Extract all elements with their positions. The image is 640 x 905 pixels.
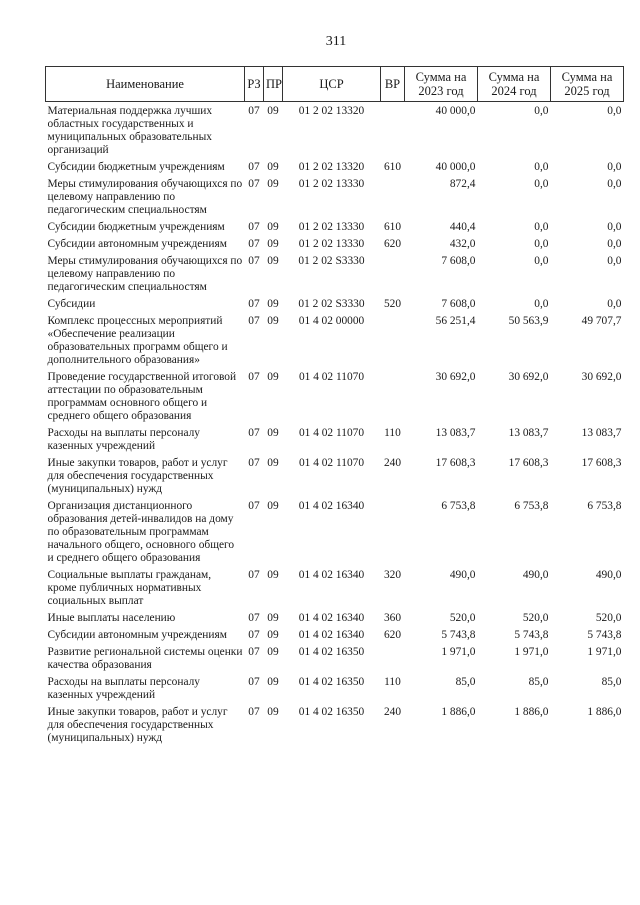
table-row (46, 457, 624, 500)
row-pr: 09 (267, 706, 279, 718)
row-sum-2024: 1 971,0 (514, 646, 549, 658)
table-row (46, 102, 624, 162)
row-sum-2025: 490,0 (595, 569, 622, 581)
row-rz: 07 (248, 255, 260, 267)
table-row (46, 629, 624, 646)
row-sum-2023: 440,4 (449, 221, 476, 233)
table-row (46, 315, 624, 371)
page-number: 311 (325, 34, 347, 49)
row-vr: 610 (383, 221, 402, 233)
row-sum-2024: 1 886,0 (514, 706, 549, 718)
row-pr: 09 (267, 298, 279, 310)
table-row (46, 298, 624, 315)
table-row (46, 238, 624, 255)
row-name: Субсидии бюджетным учреждениям (47, 161, 225, 173)
row-name: Иные закупки товаров, работ и услуг для обеспечения государственных (муниципальных) нужд (47, 706, 228, 744)
row-sum-2024: 0,0 (534, 238, 549, 250)
row-rz: 07 (248, 315, 260, 327)
row-csr: 01 2 02 13320 (298, 161, 365, 173)
row-rz: 07 (248, 500, 260, 512)
table-row (46, 706, 624, 749)
row-name: Расходы на выплаты персоналу казенных учреждений (47, 676, 200, 701)
row-csr: 01 4 02 16350 (298, 676, 365, 688)
header-sum-2025: Сумма на 2025 год (551, 67, 624, 102)
row-sum-2023: 40 000,0 (435, 105, 476, 117)
table-row (46, 427, 624, 457)
row-rz: 07 (248, 629, 260, 641)
row-rz: 07 (248, 646, 260, 658)
row-pr: 09 (267, 569, 279, 581)
row-name: Иные выплаты населению (47, 612, 176, 624)
row-sum-2024: 17 608,3 (508, 457, 549, 469)
table-row (46, 178, 624, 221)
row-vr (381, 500, 405, 569)
row-csr: 01 4 02 00000 (298, 315, 365, 327)
row-sum-2024: 0,0 (534, 178, 549, 190)
row-name: Организация дистанционного образования детей-инвалидов на дому по образовательным программам начального общего, основного общего и среднего общего образования (47, 500, 235, 564)
row-sum-2023: 56 251,4 (435, 315, 476, 327)
row-csr: 01 4 02 16350 (298, 646, 365, 658)
row-csr: 01 4 02 11070 (298, 457, 365, 469)
row-sum-2024: 50 563,9 (508, 315, 549, 327)
row-rz: 07 (248, 105, 260, 117)
row-csr: 01 4 02 11070 (298, 427, 365, 439)
row-pr: 09 (267, 427, 279, 439)
row-name: Субсидии автономным учреждениям (47, 238, 227, 250)
row-vr: 110 (384, 427, 401, 439)
header-sum-2024: Сумма на 2024 год (478, 67, 551, 102)
row-pr: 09 (267, 612, 279, 624)
row-sum-2023: 5 743,8 (441, 629, 476, 641)
table-row (46, 161, 624, 178)
row-rz: 07 (248, 221, 260, 233)
row-sum-2024: 13 083,7 (508, 427, 549, 439)
row-csr: 01 4 02 16340 (298, 569, 365, 581)
row-pr: 09 (267, 255, 279, 267)
table-row (46, 569, 624, 612)
row-pr: 09 (267, 629, 279, 641)
row-sum-2025: 520,0 (595, 612, 622, 624)
row-vr (381, 371, 405, 427)
row-pr: 09 (267, 178, 279, 190)
row-vr (381, 102, 405, 162)
row-rz: 07 (248, 371, 260, 383)
table-body (46, 102, 624, 750)
row-rz: 07 (248, 238, 260, 250)
row-vr (381, 315, 405, 371)
row-sum-2023: 17 608,3 (435, 457, 476, 469)
table-row (46, 500, 624, 569)
row-pr: 09 (267, 161, 279, 173)
row-sum-2025: 17 608,3 (581, 457, 622, 469)
header-csr: ЦСР (283, 67, 381, 102)
header-sum-2023: Сумма на 2023 год (405, 67, 478, 102)
row-sum-2024: 0,0 (534, 298, 549, 310)
row-rz: 07 (248, 676, 260, 688)
row-pr: 09 (267, 221, 279, 233)
row-sum-2025: 0,0 (607, 178, 622, 190)
row-sum-2023: 13 083,7 (435, 427, 476, 439)
row-sum-2023: 872,4 (449, 178, 476, 190)
row-sum-2025: 30 692,0 (581, 371, 622, 383)
row-name: Субсидии (47, 298, 96, 310)
row-pr: 09 (267, 315, 279, 327)
header-vr: ВР (381, 67, 405, 102)
row-vr: 110 (384, 676, 401, 688)
row-csr: 01 2 02 13330 (298, 221, 365, 233)
row-sum-2023: 432,0 (449, 238, 476, 250)
row-sum-2025: 0,0 (607, 298, 622, 310)
row-sum-2023: 520,0 (449, 612, 476, 624)
row-rz: 07 (248, 457, 260, 469)
row-sum-2023: 6 753,8 (441, 500, 476, 512)
row-sum-2024: 5 743,8 (514, 629, 549, 641)
row-sum-2025: 0,0 (607, 255, 622, 267)
row-sum-2025: 5 743,8 (587, 629, 622, 641)
row-name: Субсидии автономным учреждениям (47, 629, 227, 641)
row-csr: 01 2 02 13330 (298, 238, 365, 250)
row-vr (381, 646, 405, 676)
row-vr: 240 (383, 706, 402, 718)
row-sum-2023: 7 608,0 (441, 298, 476, 310)
header-pr: ПР (264, 67, 283, 102)
row-vr: 620 (383, 629, 402, 641)
row-rz: 07 (248, 569, 260, 581)
row-pr: 09 (267, 646, 279, 658)
row-name: Социальные выплаты гражданам, кроме публичных нормативных социальных выплат (47, 569, 212, 607)
row-name: Расходы на выплаты персоналу казенных учреждений (47, 427, 200, 452)
row-sum-2025: 49 707,7 (581, 315, 622, 327)
row-sum-2023: 490,0 (449, 569, 476, 581)
row-pr: 09 (267, 457, 279, 469)
row-rz: 07 (248, 298, 260, 310)
table-row (46, 646, 624, 676)
row-sum-2024: 0,0 (534, 161, 549, 173)
row-pr: 09 (267, 371, 279, 383)
row-sum-2023: 30 692,0 (435, 371, 476, 383)
row-sum-2025: 1 971,0 (587, 646, 622, 658)
row-vr (381, 255, 405, 298)
row-csr: 01 2 02 S3330 (298, 298, 365, 310)
table-row (46, 255, 624, 298)
row-sum-2023: 7 608,0 (441, 255, 476, 267)
row-vr: 320 (383, 569, 402, 581)
row-name: Развитие региональной системы оценки качества образования (47, 646, 243, 671)
row-csr: 01 2 02 13320 (298, 105, 365, 117)
row-sum-2024: 0,0 (534, 255, 549, 267)
row-sum-2024: 30 692,0 (508, 371, 549, 383)
row-vr: 360 (383, 612, 402, 624)
row-name: Иные закупки товаров, работ и услуг для обеспечения государственных (муниципальных) нужд (47, 457, 228, 495)
row-name: Комплекс процессных мероприятий «Обеспечение реализации образовательных программ общего и дополнительного образования» (47, 315, 228, 366)
row-pr: 09 (267, 676, 279, 688)
row-sum-2024: 0,0 (534, 105, 549, 117)
row-csr: 01 2 02 13330 (298, 178, 365, 190)
table-row (46, 221, 624, 238)
table-row (46, 371, 624, 427)
row-rz: 07 (248, 178, 260, 190)
row-name: Меры стимулирования обучающихся по целевому направлению по педагогическим специальностям (47, 178, 243, 216)
row-rz: 07 (248, 161, 260, 173)
header-rz: РЗ (245, 67, 264, 102)
table-row (46, 676, 624, 706)
row-csr: 01 4 02 16340 (298, 500, 365, 512)
row-sum-2025: 13 083,7 (581, 427, 622, 439)
row-sum-2024: 0,0 (534, 221, 549, 233)
row-vr: 620 (383, 238, 402, 250)
row-sum-2025: 0,0 (607, 238, 622, 250)
row-csr: 01 4 02 16340 (298, 629, 365, 641)
row-name: Субсидии бюджетным учреждениям (47, 221, 225, 233)
row-sum-2025: 85,0 (601, 676, 622, 688)
row-rz: 07 (248, 612, 260, 624)
row-vr: 520 (383, 298, 402, 310)
row-sum-2025: 0,0 (607, 161, 622, 173)
row-sum-2023: 1 971,0 (441, 646, 476, 658)
row-name: Проведение государственной итоговой аттестации по образовательным программам основного общего и среднего общего образования (47, 371, 237, 422)
row-vr (381, 178, 405, 221)
row-pr: 09 (267, 105, 279, 117)
row-sum-2025: 1 886,0 (587, 706, 622, 718)
table-header (46, 67, 624, 102)
row-vr: 240 (383, 457, 402, 469)
row-name: Меры стимулирования обучающихся по целевому направлению по педагогическим специальностям (47, 255, 243, 293)
row-sum-2024: 520,0 (522, 612, 549, 624)
row-sum-2024: 6 753,8 (514, 500, 549, 512)
row-sum-2025: 0,0 (607, 105, 622, 117)
row-csr: 01 4 02 16350 (298, 706, 365, 718)
row-rz: 07 (248, 706, 260, 718)
row-csr: 01 4 02 16340 (298, 612, 365, 624)
row-pr: 09 (267, 500, 279, 512)
row-sum-2023: 1 886,0 (441, 706, 476, 718)
row-name: Материальная поддержка лучших областных государственных и муниципальных образовательных организаций (47, 105, 213, 156)
row-sum-2025: 6 753,8 (587, 500, 622, 512)
header-name: Наименование (46, 67, 245, 102)
row-sum-2024: 490,0 (522, 569, 549, 581)
row-csr: 01 2 02 S3330 (298, 255, 365, 267)
row-sum-2024: 85,0 (528, 676, 549, 688)
row-sum-2023: 40 000,0 (435, 161, 476, 173)
row-rz: 07 (248, 427, 260, 439)
row-pr: 09 (267, 238, 279, 250)
budget-table (45, 66, 624, 749)
row-sum-2023: 85,0 (455, 676, 476, 688)
row-sum-2025: 0,0 (607, 221, 622, 233)
row-vr: 610 (383, 161, 402, 173)
table-row (46, 612, 624, 629)
row-csr: 01 4 02 11070 (298, 371, 365, 383)
